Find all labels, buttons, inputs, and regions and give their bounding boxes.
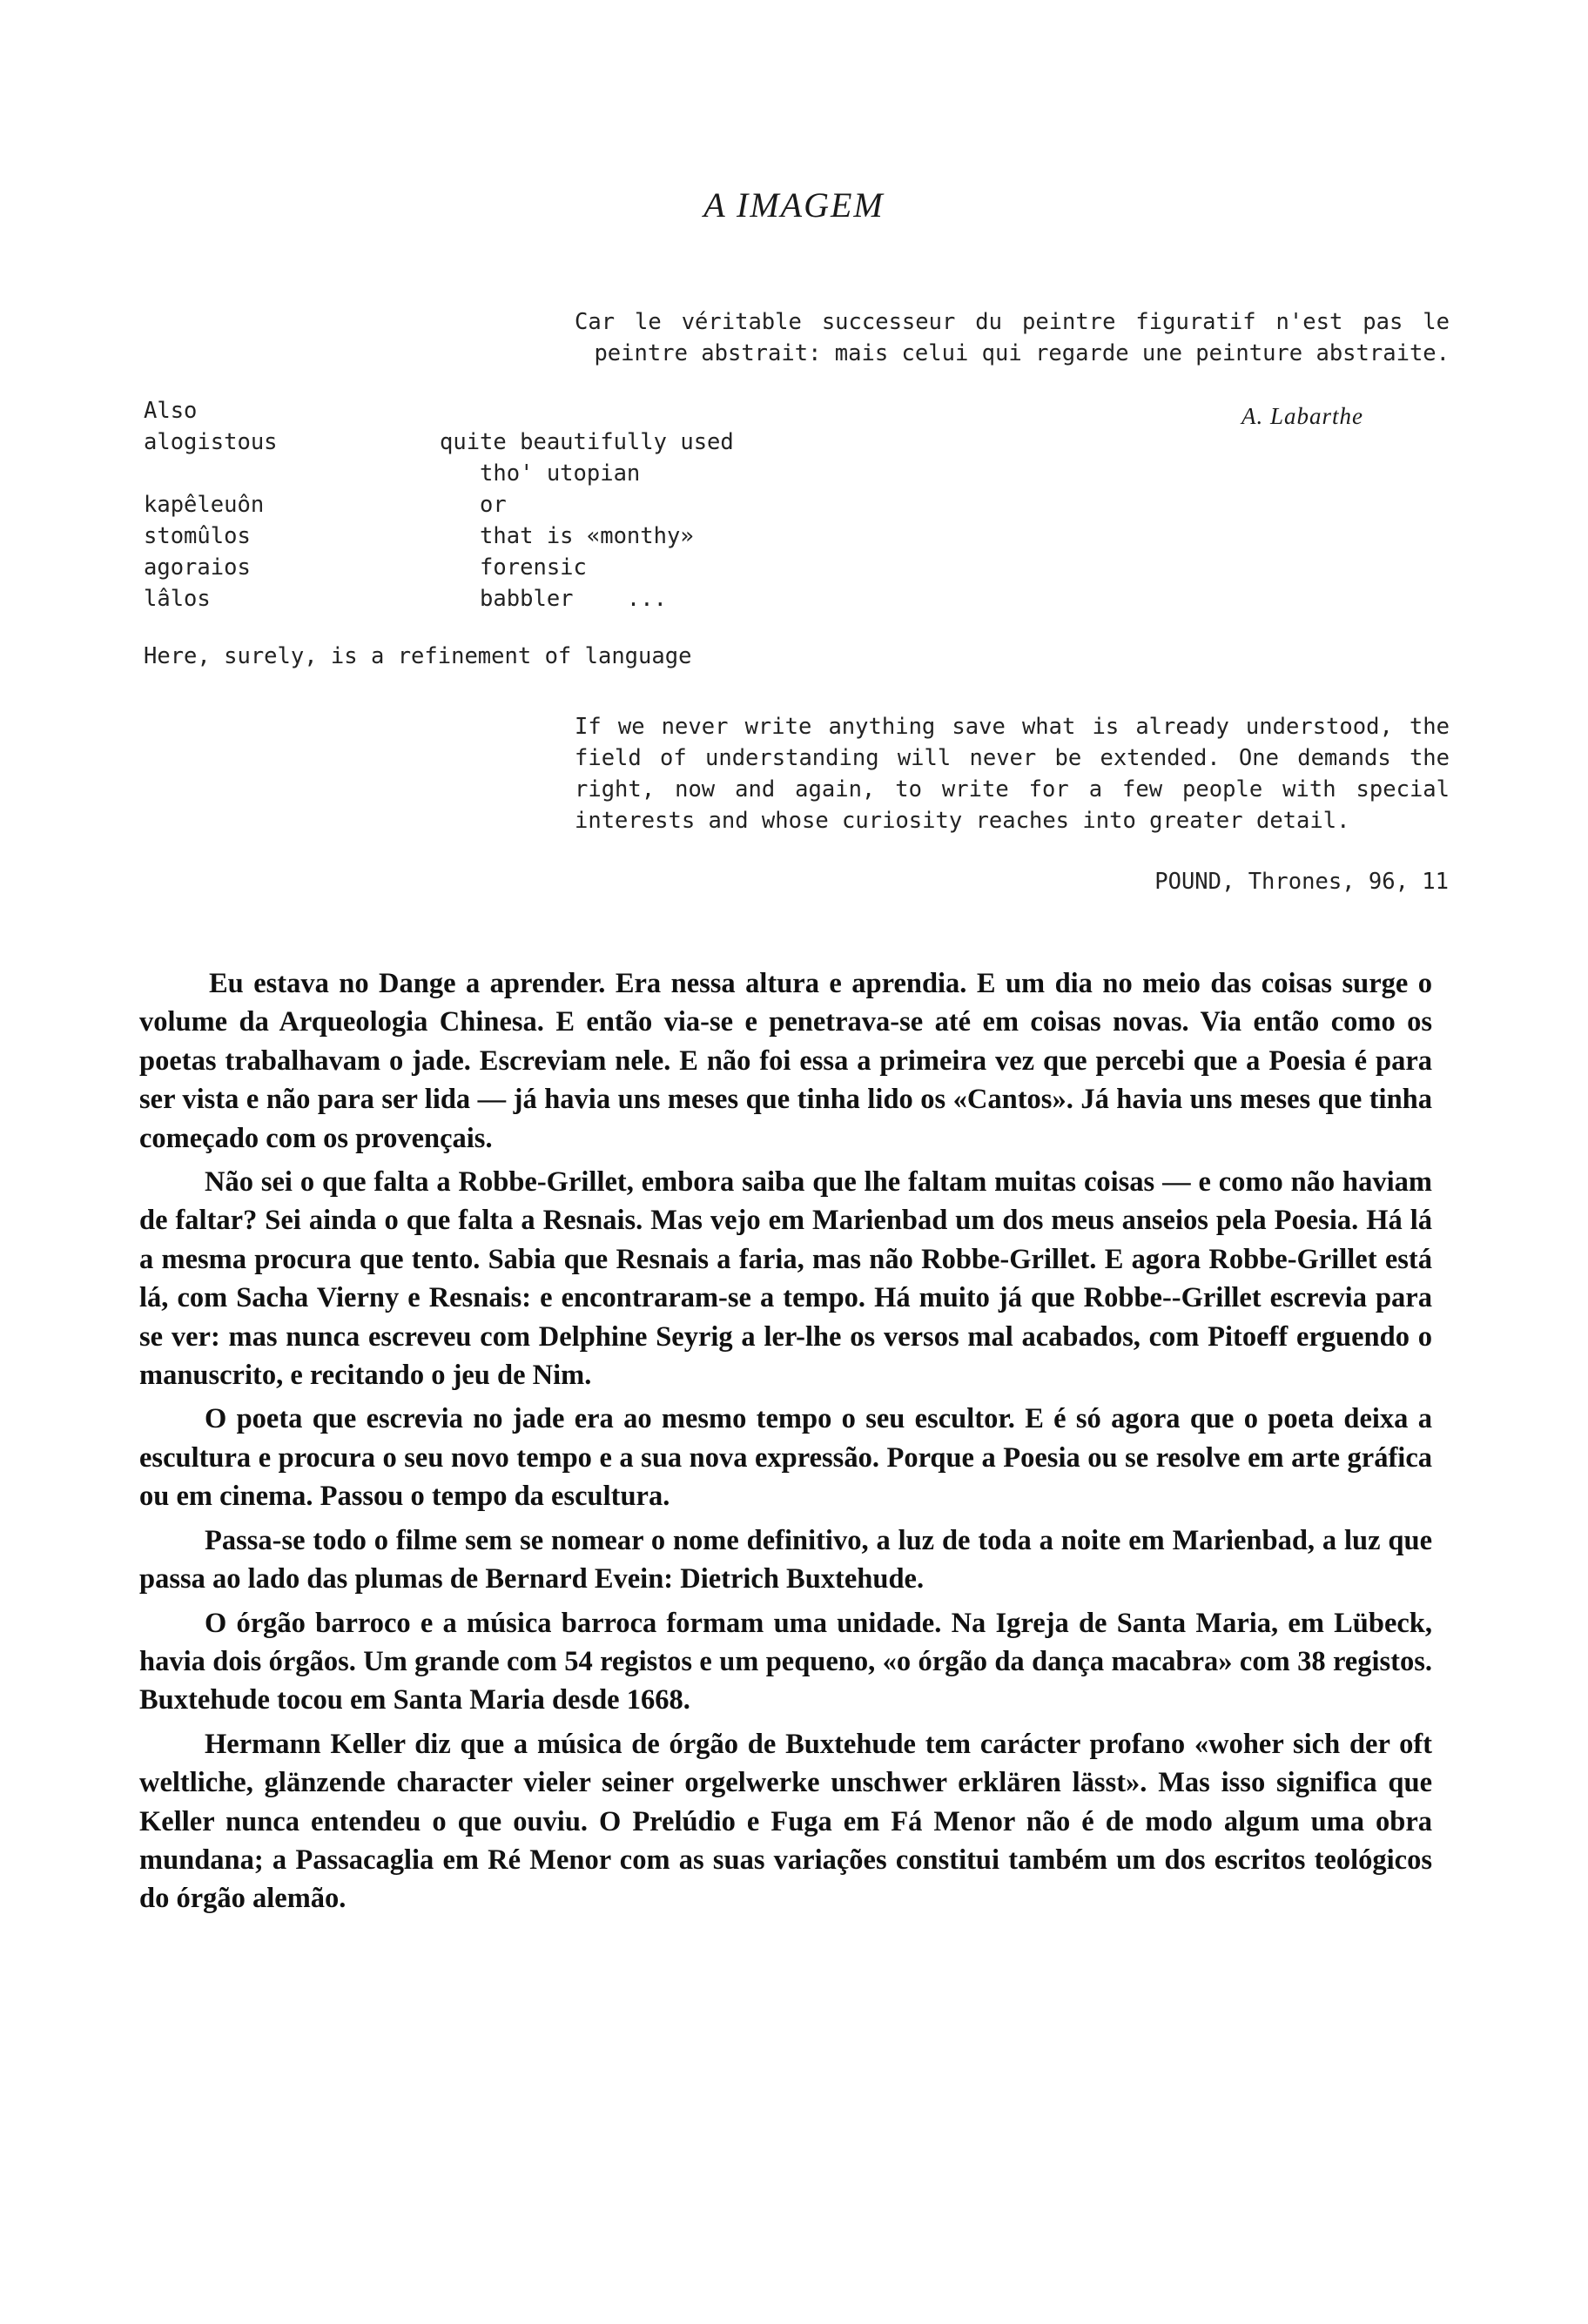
- epigraph-french-text: Car le véritable successeur du peintre figuratif n'est pas le peintre abstrait: mais celui qui regarde une peinture abstraite.: [575, 309, 1450, 366]
- paragraph: Hermann Keller diz que a música de órgão de Buxtehude tem carácter profano «woher sich der oft weltliche, glänzende character vieler seiner orgelwerke unschwer erklären lässt». Mas isso significa que Keller nunca entendeu o que ouviu. O Prelúdio e Fuga em Fá Menor não é de modo algum uma obra mundana; a Passacaglia em Ré Menor com as suas variações constitui também um dos escritos teológicos do órgão alemão.: [139, 1728, 1432, 1915]
- epigraph-pound-text: If we never write anything save what is already understood, the field of understanding will never be extended. One demands the right, now and again, to write for a few people with special interests and whose curiosity reaches into greater detail.: [575, 714, 1450, 834]
- poem-gloss: that is «monthy»: [440, 523, 694, 549]
- paragraph: O poeta que escrevia no jade era ao mesmo tempo o seu escultor. E é só agora que o poeta deixa a escultura e procura o seu novo tempo e a sua nova expressão. Porque a Poesia ou se resolve em arte gráfica ou em cinema. Passou o tempo da escultura.: [139, 1403, 1432, 1513]
- epigraph-pound: [575, 711, 1450, 836]
- poem-gloss: or: [440, 492, 507, 518]
- epigraph-french: [575, 306, 1450, 369]
- paragraph: Eu estava no Dange a aprender. Era nessa altura e aprendia. E um dia no meio das coisas surge o volume da Arqueologia Chinesa. E então via-se e penetrava-se até em coisas novas. Via então como os poetas trabalhavam o jade. Escreviam nele. E não foi essa a primeira vez que percebi que a Poesia é para ser vista e não para ser lida — já havia uns meses que tinha lido os «Cantos». Já havia uns meses que tinha começado com os provençais.: [139, 968, 1432, 1154]
- poem-word-greek: stomûlos: [144, 523, 251, 549]
- poem-word-greek: agoraios: [144, 554, 251, 581]
- poem-gloss: forensic: [440, 554, 587, 581]
- poem-word-greek: kapêleuôn: [144, 492, 265, 518]
- poem-gloss: babbler ...: [440, 586, 667, 612]
- page-title: A IMAGEM: [703, 185, 885, 225]
- main-text: [139, 964, 1432, 1924]
- paragraph: O órgão barroco e a música barroca formam uma unidade. Na Igreja de Santa Maria, em Lübeck, havia dois órgãos. Um grande com 54 registos e um pequeno, «o órgão da dança macabra» com 38 registos. Buxtehude tocou em Santa Maria desde 1668.: [139, 1607, 1432, 1716]
- poem-gloss: quite beautifully used: [440, 429, 734, 455]
- paragraph: Passa-se todo o filme sem se nomear o nome definitivo, a luz de toda a noite em Marienbad, a luz que passa ao lado das plumas de Bernard Evein: Dietrich Buxtehude.: [139, 1524, 1432, 1595]
- paragraph: Não sei o que falta a Robbe-Grillet, embora saiba que lhe faltam muitas coisas — e como não haviam de faltar? Sei ainda o que falta a Resnais. Mas vejo em Marienbad um dos meus anseios pela Poesia. Há lá a mesma procura que tento. Sabia que Resnais a faria, mas não Robbe-Grillet. E agora Robbe-Grillet está lá, com Sacha Vierny e Resnais: e encontraram-se a tempo. Há muito já que Robbe--Grillet escrevia para se ver: mas nunca escreveu com Delphine Seyrig a ler-lhe os versos mal acabados, com Pitoeff erguendo o manuscrito, e recitando o jeu de Nim.: [139, 1166, 1432, 1392]
- poem-word-greek: Also: [144, 398, 198, 424]
- poem-word-greek: lâlos: [144, 586, 211, 612]
- epigraph-pound-attribution: POUND, Thrones, 96, 11: [1154, 869, 1449, 895]
- poem-word-greek: alogistous: [144, 429, 278, 455]
- epigraph-french-attribution: A. Labarthe: [1241, 403, 1364, 429]
- poem-closing-text: Here, surely, is a refinement of language: [144, 643, 692, 669]
- poem-gloss: tho' utopian: [440, 460, 641, 487]
